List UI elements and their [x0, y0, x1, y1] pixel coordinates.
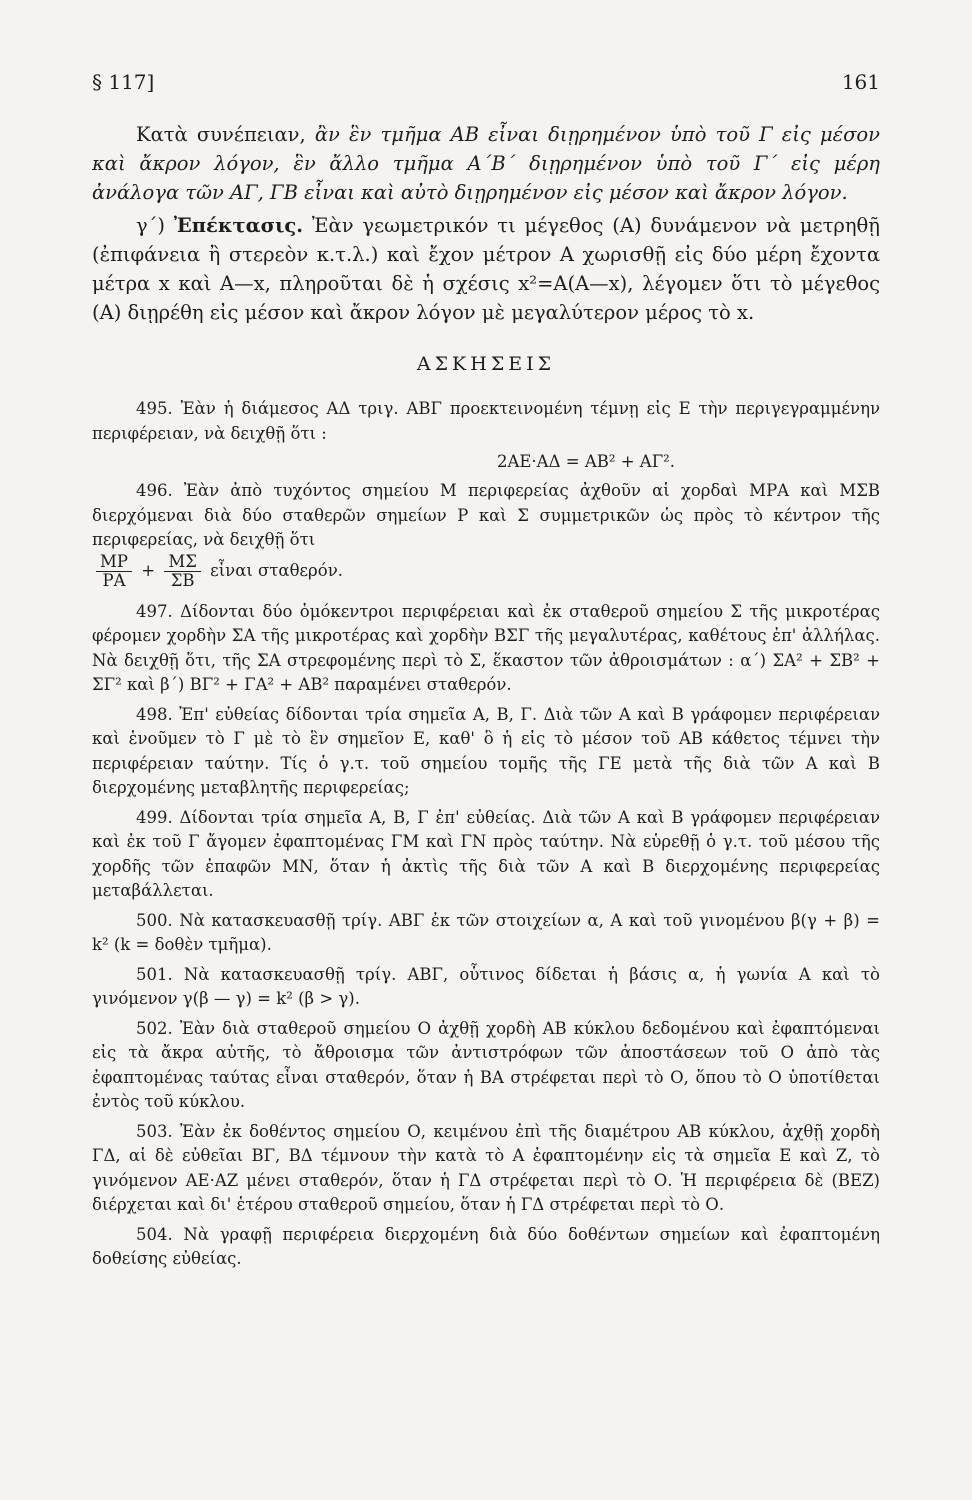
page-header — [92, 70, 880, 100]
section-number: § 117] — [92, 70, 155, 94]
extension-label: γ΄) — [136, 214, 174, 237]
fraction-mp-pa — [96, 553, 132, 590]
denominator: ΡΑ — [102, 570, 126, 590]
exercise-501: 501. Νὰ κατασκευασθῇ τρίγ. ΑΒΓ, οὗτινος δίδεται ἡ βάσις α, ἡ γωνία Α καὶ τὸ γινόμενον γ(β — γ) = k² (β > γ). — [92, 964, 880, 1008]
corollary-statement: ἂν ἓν τμῆμα ΑΒ εἶναι διῃρημένον ὑπὸ τοῦ Γ εἰς μέσον καὶ ἄκρον λόγον, ἓν ἄλλο τμῆμα Α΄Β΄ διῃρημένον ὑπὸ τοῦ Γ΄ εἰς μέρη ἀνάλογα τῶν ΑΓ, ΓΒ εἶναι καὶ αὐτὸ διῃρημένον εἰς μέσον καὶ ἄκρον λόγον. — [92, 123, 880, 204]
exercise-500: 500. Νὰ κατασκευασθῇ τρίγ. ΑΒΓ ἐκ τῶν στοιχείων α, Α καὶ τοῦ γινομένου β(γ + β) = k² (k = δοθὲν τμῆμα). — [92, 910, 880, 954]
exercise-502: 502. Ἐὰν διὰ σταθεροῦ σημείου Ο ἀχθῇ χορδὴ ΑΒ κύκλου δεδομένου καὶ ἐφαπτόμεναι εἰς τὰ ἄκρα αὐτῆς, τὸ ἄθροισμα τῶν ἀντιστρόφων τῶν ἀποστάσεων τοῦ Ο ἀπὸ τὰς ἐφαπτομένας ταύτας εἶναι σταθερόν, ὅταν ἡ ΒΑ στρέφεται περὶ τὸ Ο, ὅπου τὸ Ο ὑποτίθεται ἐντὸς τοῦ κύκλου. — [92, 1018, 880, 1111]
extension-text: Ἐὰν γεωμετρικόν τι μέγεθος (Α) δυνάμενον νὰ μετρηθῇ (ἐπιφάνεια ἢ στερεὸν κ.τ.λ.) καὶ ἔχον μέτρον Α χωρισθῇ εἰς δύο μέρη ἔχοντα μέτρα x καὶ Α—x, πληροῦται δὲ ἡ σχέσις x²=Α(Α—x), λέγομεν ὅτι τὸ μέγεθος (Α) διῃρέθη εἰς μέσον καὶ ἄκρον λόγον μὲ μεγαλύτερον μέρος τὸ x. — [92, 214, 880, 324]
exercise-503: 503. Ἐὰν ἐκ δοθέντος σημείου Ο, κειμένου ἐπὶ τῆς διαμέτρου ΑΒ κύκλου, ἀχθῇ χορδὴ ΓΔ, αἱ δὲ εὐθεῖαι ΒΓ, ΒΔ τέμνουν τὴν κατὰ τὸ Α ἐφαπτομένην εἰς τὰ σημεῖα Ε καὶ Ζ, τὸ γινόμενον ΑΕ·ΑΖ μένει σταθερόν, ὅταν ἡ ΓΔ στρέφεται περὶ τὸ Ο. Ἡ περιφέρεια δὲ (ΒΕΖ) διέρχεται καὶ δι' ἑτέρου σταθεροῦ σημείου, ὅταν ἡ ΓΔ στρέφεται περὶ τὸ Ο. — [92, 1121, 880, 1214]
exercise-495-formula: 2ΑΕ·ΑΔ = ΑΒ² + ΑΓ². — [496, 452, 676, 471]
exercise-496-formula — [92, 553, 880, 590]
numerator: ΜΣ — [164, 553, 201, 572]
page-number: 161 — [841, 70, 880, 94]
formula-tail: εἶναι σταθερόν. — [210, 560, 343, 580]
extension-paragraph — [92, 211, 880, 327]
exercise-504: 504. Νὰ γραφῇ περιφέρεια διερχομένη διὰ δύο δοθέντων σημείων καὶ ἐφαπτομένη δοθείσης εὐθείας. — [92, 1224, 880, 1268]
extension-heading: Ἐπέκτασις. — [173, 214, 304, 237]
exercises-title: ΑΣΚΗΣΕΙΣ — [416, 353, 556, 375]
corollary-lead: Κατὰ συνέπειαν, — [136, 123, 306, 146]
exercise-499: 499. Δίδονται τρία σημεῖα Α, Β, Γ ἐπ' εὐθείας. Διὰ τῶν Α καὶ Β γράφομεν περιφέρειαν καὶ ἐκ τοῦ Γ ἄγομεν ἐφαπτομένας ΓΜ καὶ ΓΝ πρὸς ταύτην. Νὰ εὑρεθῇ ὁ γ.τ. τοῦ μέσου τῆς χορδῆς τῶν ἐπαφῶν ΜΝ, ὅταν ἡ ἀκτὶς τῆς διὰ τῶν Α καὶ Β διερχομένης περιφερείας μεταβάλλεται. — [92, 807, 880, 900]
corollary-paragraph — [92, 120, 880, 207]
fraction-ms-sb — [164, 553, 201, 590]
exercise-497: 497. Δίδονται δύο ὁμόκεντροι περιφέρειαι καὶ ἐκ σταθεροῦ σημείου Σ τῆς μικροτέρας φέρομεν χορδὴν ΣΑ τῆς μικροτέρας καὶ χορδὴν ΒΣΓ τῆς μεγαλυτέρας, καθέτους ἐπ' ἀλλήλας. Νὰ δειχθῇ ὅτι, τῆς ΣΑ στρεφομένης περὶ τὸ Σ, ἕκαστον τῶν ἀθροισμάτων : α΄) ΣΑ² + ΣΒ² + ΣΓ² καὶ β΄) ΒΓ² + ΓΑ² + ΑΒ² παραμένει σταθερόν. — [92, 601, 880, 694]
numerator: ΜΡ — [96, 553, 132, 572]
plus-sign: + — [141, 560, 156, 580]
denominator: ΣΒ — [170, 570, 195, 590]
exercise-498: 498. Ἐπ' εὐθείας δίδονται τρία σημεῖα Α, Β, Γ. Διὰ τῶν Α καὶ Β γράφομεν περιφέρειαν καὶ ἑνοῦμεν τὸ Γ μὲ τὸ ἓν σημεῖον Ε, καθ' ὃ ἡ εἰς τὸ μέσον τοῦ ΑΒ κάθετος τέμνει τὴν περιφέρειαν ταύτην. Τίς ὁ γ.τ. τοῦ σημείου τομῆς τῆς ΓΕ μετὰ τῆς διὰ τῶν Α καὶ Β διερχομένης μεταβλητῆς περιφερείας; — [92, 704, 880, 797]
page-body — [92, 120, 880, 1277]
exercise-496: 496. Ἐὰν ἀπὸ τυχόντος σημείου Μ περιφερείας ἀχθοῦν αἱ χορδαὶ ΜΡΑ καὶ ΜΣΒ διερχόμεναι διὰ δύο σταθερῶν σημείων Ρ καὶ Σ συμμετρικῶν ὡς πρὸς τὸ κέντρον τῆς περιφερείας, νὰ δειχθῇ ὅτι — [92, 481, 880, 549]
exercise-495: 495. Ἐὰν ἡ διάμεσος ΑΔ τριγ. ΑΒΓ προεκτεινομένη τέμνῃ εἰς Ε τὴν περιγεγραμμένην περιφέρειαν, νὰ δειχθῇ ὅτι : — [92, 399, 880, 443]
